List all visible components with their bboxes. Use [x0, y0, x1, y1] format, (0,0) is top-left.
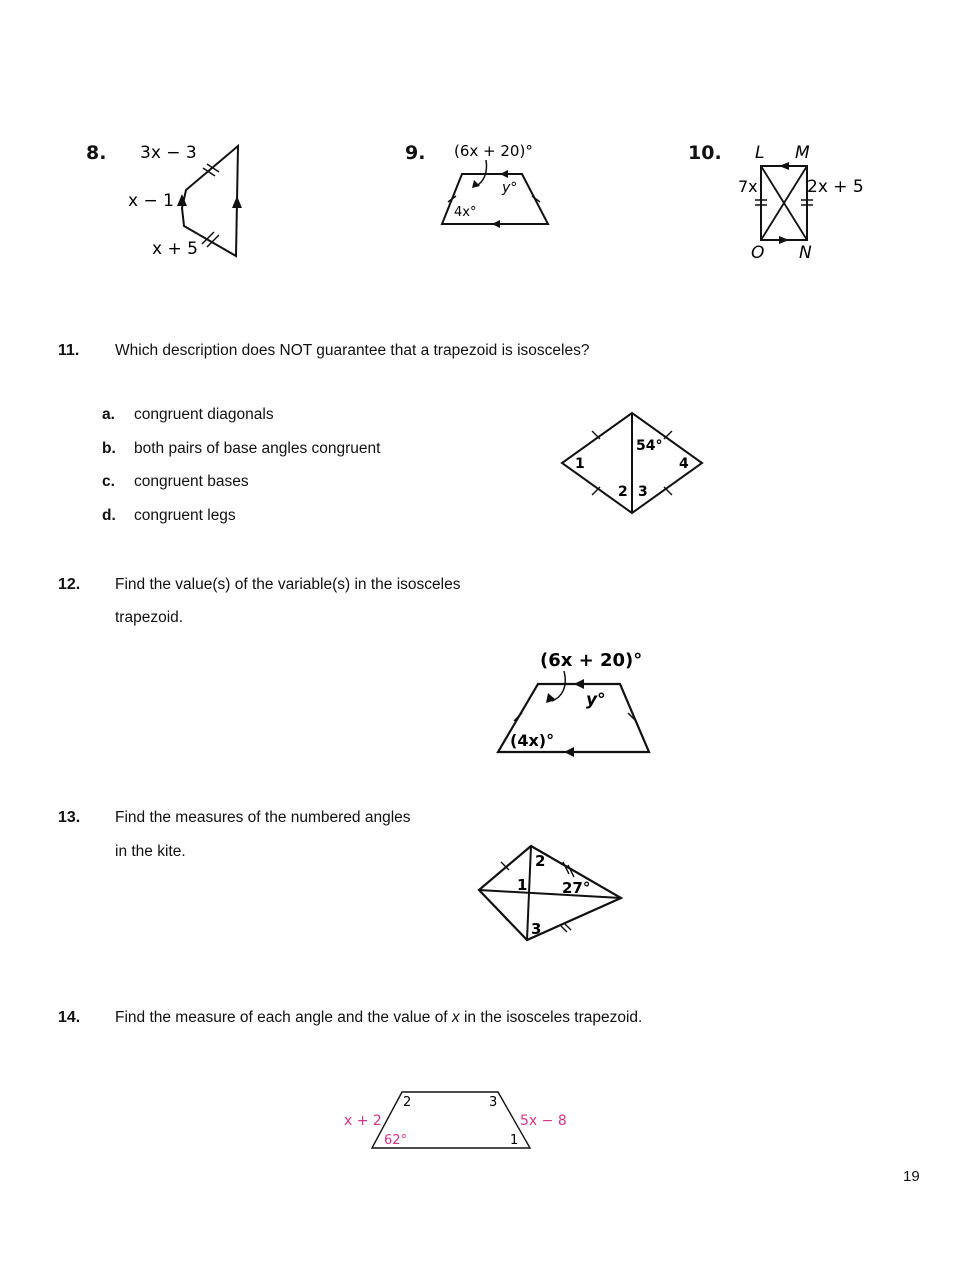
q13-number: 13.	[58, 809, 81, 826]
q14-text-after: in the isosceles trapezoid.	[459, 1009, 643, 1026]
fig10-vertex-L: L	[755, 143, 765, 163]
fig10-vertex-O: O	[751, 243, 765, 263]
q11-option-b[interactable]	[102, 440, 380, 458]
q11-option-a[interactable]	[102, 406, 274, 424]
q11-number: 11.	[58, 342, 80, 359]
option-text: congruent bases	[134, 473, 249, 490]
q13-angle: 27°	[562, 879, 591, 897]
q13-label-2: 2	[535, 852, 546, 870]
figure-8-number: 8.	[86, 142, 107, 164]
q12-top-angle: (6x + 20)°	[540, 650, 643, 671]
q12-text-line1: Find the value(s) of the variable(s) in the isosceles	[115, 576, 461, 593]
fig8-bottom-label: x + 5	[152, 239, 198, 259]
page-number: 19	[903, 1168, 920, 1185]
fig8-top-label: 3x − 3	[140, 143, 197, 163]
fig10-vertex-N: N	[799, 243, 812, 263]
q11-rhombus-diagram	[560, 410, 708, 518]
q12-text-line2: trapezoid.	[115, 609, 184, 626]
q11-label-1: 1	[575, 456, 585, 472]
option-letter: a.	[102, 406, 115, 423]
q13-kite-diagram	[475, 842, 630, 947]
q14-text-before: Find the measure of each angle and the value of	[115, 1009, 452, 1026]
option-text: congruent legs	[134, 507, 236, 524]
q14-label-1: 1	[510, 1133, 519, 1148]
q11-label-3: 3	[638, 484, 648, 500]
figure-9-diagram	[430, 138, 560, 233]
q13-text-line2: in the kite.	[115, 843, 186, 860]
q11-option-d[interactable]	[102, 507, 236, 525]
q11-angle: 54°	[636, 438, 663, 454]
option-letter: b.	[102, 440, 116, 457]
figure-9-number: 9.	[405, 142, 426, 164]
figure-8-diagram	[120, 138, 260, 263]
q14-label-2: 2	[403, 1095, 412, 1110]
q14-label-3: 3	[489, 1095, 498, 1110]
q14-left-side: x + 2	[344, 1113, 382, 1129]
q14-number: 14.	[58, 1009, 81, 1026]
fig9-top-angle: (6x + 20)°	[454, 142, 533, 160]
option-letter: c.	[102, 473, 115, 490]
q12-inner-angle: y°	[586, 690, 606, 710]
option-letter: d.	[102, 507, 116, 524]
fig10-left-label: 7x	[738, 177, 758, 196]
q12-number: 12.	[58, 576, 81, 593]
q13-text-line1: Find the measures of the numbered angles	[115, 809, 411, 826]
fig8-left-label: x − 1	[128, 191, 174, 211]
fig10-vertex-M: M	[795, 143, 810, 163]
q11-label-2: 2	[618, 484, 628, 500]
option-text: congruent diagonals	[134, 406, 274, 423]
q14-text	[115, 1009, 642, 1027]
q11-label-4: 4	[679, 456, 689, 472]
fig9-inner-angle: y°	[502, 180, 518, 196]
q14-right-side: 5x − 8	[520, 1113, 567, 1129]
q12-trapezoid-diagram	[494, 645, 659, 760]
q11-option-c[interactable]	[102, 473, 249, 491]
q12-base-angle: (4x)°	[510, 731, 555, 750]
q13-label-3: 3	[531, 920, 542, 938]
q14-angle: 62°	[384, 1133, 408, 1148]
q14-text-var: x	[451, 1009, 460, 1026]
fig9-base-angle: 4x°	[454, 205, 477, 220]
q13-label-1: 1	[517, 876, 528, 894]
option-text: both pairs of base angles congruent	[134, 440, 381, 457]
q11-text: Which description does NOT guarantee that a trapezoid is isosceles?	[115, 342, 590, 359]
fig10-right-label: 2x + 5	[807, 177, 864, 197]
q14-trapezoid-diagram	[340, 1086, 580, 1154]
figure-10-number: 10.	[688, 142, 722, 164]
figure-10-diagram	[735, 138, 875, 268]
